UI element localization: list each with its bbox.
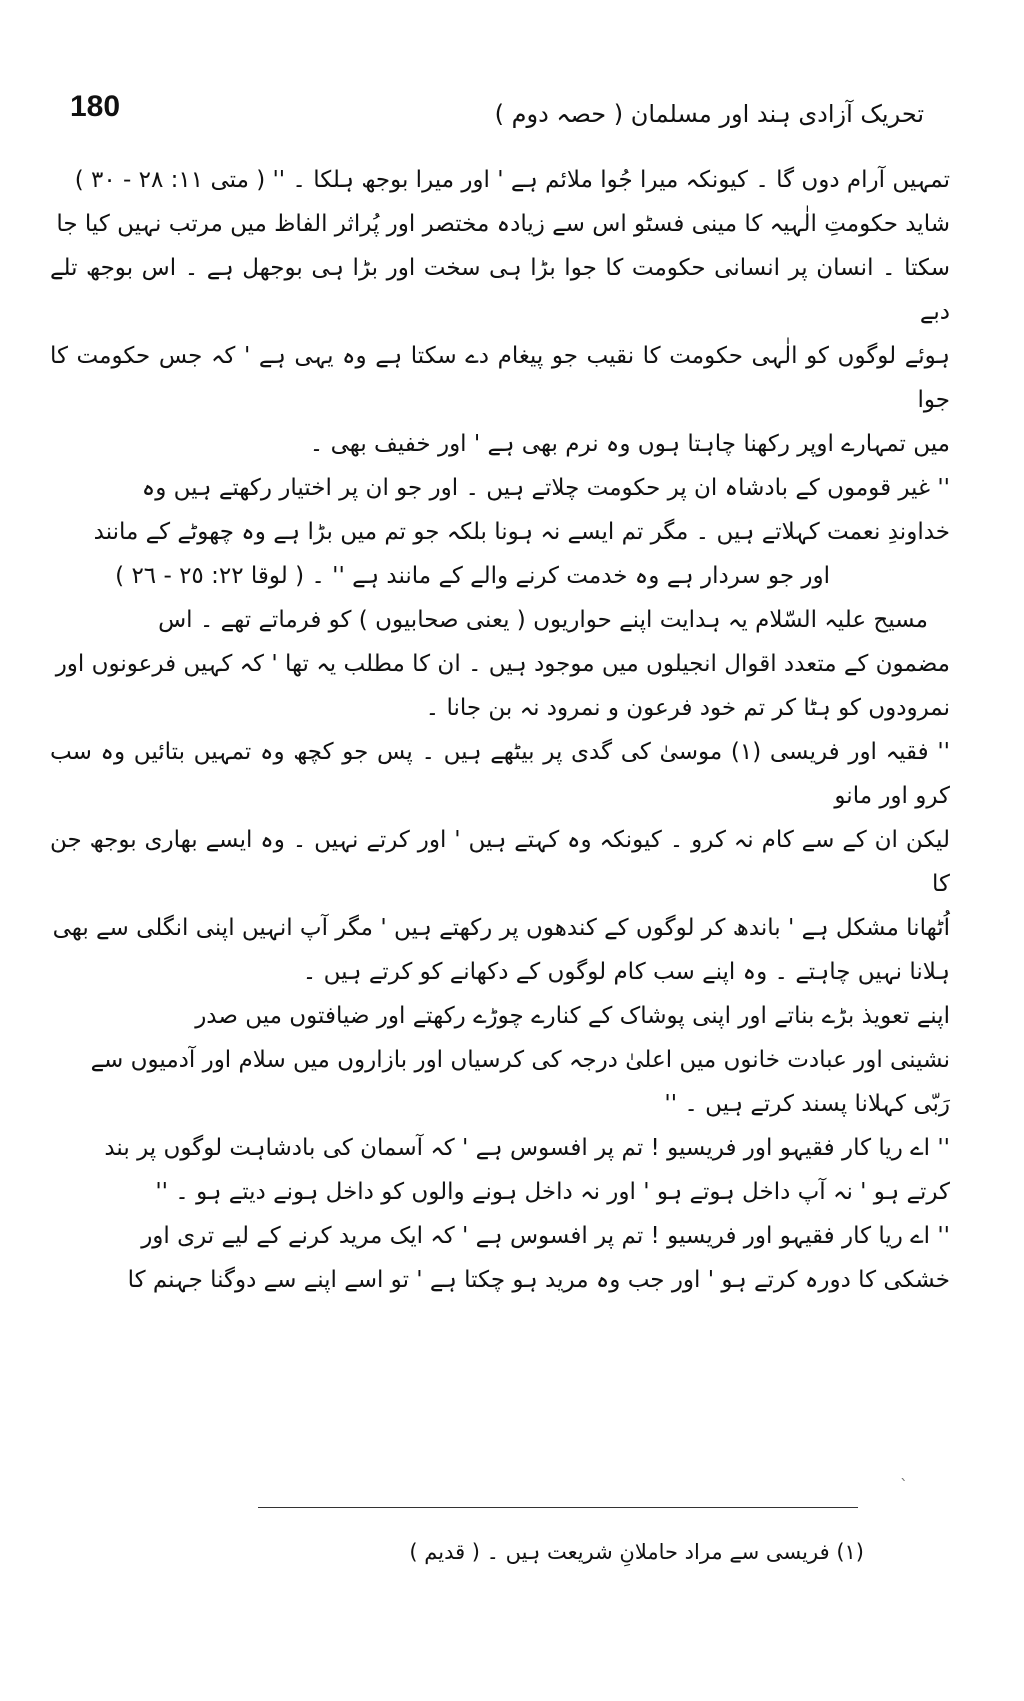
text-line: '' اے ریا کار فقیہو اور فریسیو ! تم پر افسوس ہے ' کہ ایک مرید کرنے کے لیے تری اور xyxy=(141,1223,950,1249)
text-line: '' اے ریا کار فقیہو اور فریسیو ! تم پر افسوس ہے ' کہ آسمان کی بادشاہت لوگوں پر بند xyxy=(104,1135,950,1161)
text-line: نشینی اور عبادت خانوں میں اعلیٰ درجہ کی کرسیاں اور بازاروں میں سلام اور آدمیوں سے xyxy=(90,1047,950,1073)
margin-mark: ˎ xyxy=(900,1462,908,1481)
page-number: 180 xyxy=(70,90,121,123)
text-line: نمرودوں کو ہٹا کر تم خود فرعون و نمرود نہ بن جانا ۔ xyxy=(425,695,950,721)
text-line: مسیح علیہ السّلام یہ ہدایت اپنے حواریوں ( یعنی صحابیوں ) کو فرماتے تھے ۔ اس xyxy=(158,607,928,633)
text-line: '' فقیہ اور فریسی (١) موسیٰ کی گدی پر بیٹھے ہیں ۔ پس جو کچھ وہ تمہیں بتائیں وہ سب کرو اور مانو xyxy=(50,739,950,809)
body-text xyxy=(50,158,950,1302)
text-line: اپنے تعویذ بڑے بناتے اور اپنی پوشاک کے کنارے چوڑے رکھتے اور ضیافتوں میں صدر xyxy=(195,1003,950,1029)
text-line: کرتے ہو ' نہ آپ داخل ہوتے ہو ' اور نہ داخل ہونے والوں کو داخل ہونے دیتے ہو ۔ '' xyxy=(155,1179,950,1205)
text-line: اور جو سردار ہے وہ خدمت کرنے والے کے مانند ہے '' ۔ ( لوقا ٢٢: ٢٥ - ٢٦ ) xyxy=(115,563,830,589)
text-line: خشکی کا دورہ کرتے ہو ' اور جب وہ مرید ہو چکتا ہے ' تو اسے اپنے سے دوگنا جہنم کا xyxy=(127,1267,950,1293)
footnote-divider xyxy=(258,1507,858,1508)
text-line: خداوندِ نعمت کہلاتے ہیں ۔ مگر تم ایسے نہ ہونا بلکہ جو تم میں بڑا ہے وہ چھوٹے کے مانند xyxy=(93,519,950,545)
text-line: ہوئے لوگوں کو الٰہی حکومت کا نقیب جو پیغام دے سکتا ہے وہ یہی ہے ' کہ جس حکومت کا جوا xyxy=(50,343,950,413)
text-line: رَبّی کہلانا پسند کرتے ہیں ۔ '' xyxy=(664,1091,950,1117)
text-line: مضمون کے متعدد اقوال انجیلوں میں موجود ہیں ۔ ان کا مطلب یہ تھا ' کہ کہیں فرعونوں اور xyxy=(55,651,950,677)
text-line: میں تمہارے اوپر رکھنا چاہتا ہوں وہ نرم بھی ہے ' اور خفیف بھی ۔ xyxy=(309,431,950,457)
text-line: تمہیں آرام دوں گا ۔ کیونکہ میرا جُوا ملائم ہے ' اور میرا بوجھ ہلکا ۔ '' ( متی ١١: ٢٨ - ٣٠ ) xyxy=(74,167,950,193)
footnote: (١) فریسی سے مراد حاملانِ شریعت ہیں ۔ ( قدیم ) xyxy=(409,1540,864,1564)
text-line: اُٹھانا مشکل ہے ' باندھ کر لوگوں کے کندھوں پر رکھتے ہیں ' مگر آپ انہیں اپنی انگلی سے بھی xyxy=(52,915,950,941)
text-line: ہلانا نہیں چاہتے ۔ وہ اپنے سب کام لوگوں کے دکھانے کو کرتے ہیں ۔ xyxy=(302,959,950,985)
text-line: سکتا ۔ انسان پر انسانی حکومت کا جوا بڑا ہی سخت اور بڑا ہی بوجھل ہے ۔ اس بوجھ تلے دبے xyxy=(50,255,950,325)
text-line: لیکن ان کے سے کام نہ کرو ۔ کیونکہ وہ کہتے ہیں ' اور کرتے نہیں ۔ وہ ایسے بھاری بوجھ جن کا xyxy=(50,827,950,897)
text-line: شاید حکومتِ الٰہیہ کا مینی فسٹو اس سے زیادہ مختصر اور پُراثر الفاظ میں مرتب نہیں کیا جا xyxy=(56,211,950,237)
running-header: تحریک آزادی ہند اور مسلمان ( حصہ دوم ) xyxy=(494,100,924,128)
text-line: '' غیر قوموں کے بادشاہ ان پر حکومت چلاتے ہیں ۔ اور جو ان پر اختیار رکھتے ہیں وہ xyxy=(141,475,950,501)
